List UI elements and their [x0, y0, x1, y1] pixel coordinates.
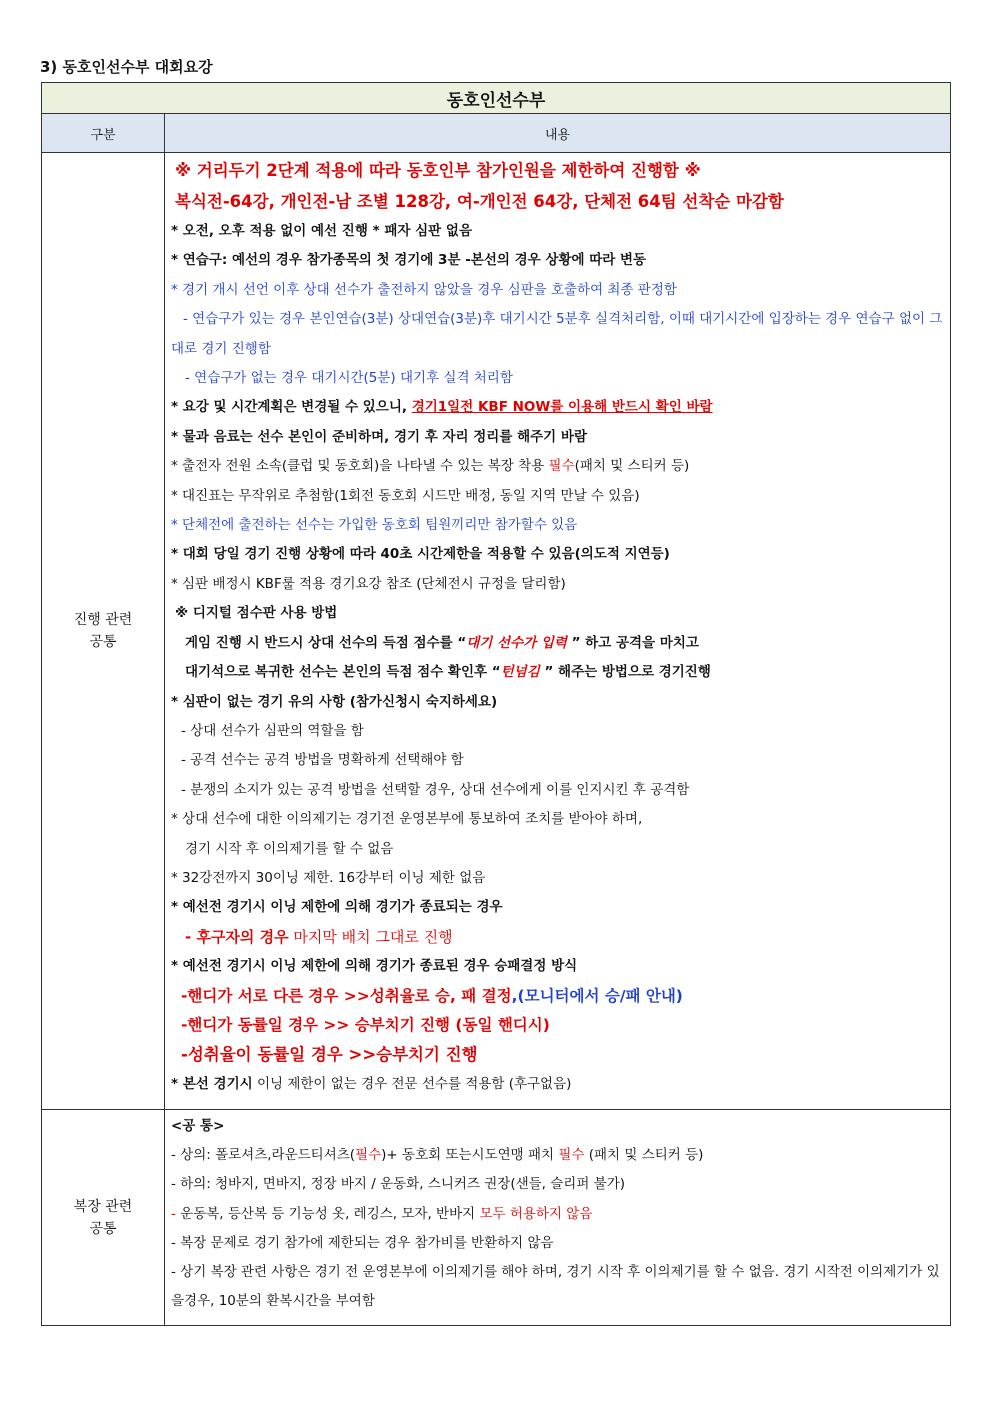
- dress-highlight: -: [171, 1205, 181, 1222]
- rule-line: - 연습구가 있는 경우 본인연습(3분) 상대연습(3분)후 대기시간 5분후 실격처리함, 이때 대기시간에 입장하는 경우 연습구 없이 그대로 경기 진행함: [171, 311, 943, 357]
- rule-line: * 심판이 없는 경기 유의 사항 (참가신청시 숙지하세요): [171, 693, 498, 710]
- rule-highlight: - 후구자의 경우: [185, 927, 289, 946]
- dress-line: [171, 1141, 946, 1170]
- section-label-line: 공통: [89, 1220, 117, 1237]
- rule-text: * 출전자 전원 소속(클럽 및 동호회)을 나타낼 수 있는 복장 착용: [171, 458, 549, 475]
- dress-line: - 복장 문제로 경기 참가에 제한되는 경우 참가비를 반환하지 않음: [171, 1234, 554, 1251]
- section-label-line: 공통: [89, 634, 117, 650]
- rule-line: * 32강전까지 30이닝 제한. 16강부터 이닝 제한 없음: [171, 869, 486, 886]
- rule-line: * 단체전에 출전하는 선수는 가입한 동호회 팀원끼리만 참가할수 있음: [171, 517, 578, 534]
- header-content: 내용: [165, 114, 951, 153]
- rule-line: [171, 452, 946, 481]
- rule-line: -성취율이 동률일 경우 >>승부치기 진행: [181, 1045, 478, 1065]
- dress-text: - 상의: 폴로셔츠,라운드티셔츠(: [171, 1147, 356, 1164]
- notice-line: 복식전-64강, 개인전-남 조별 128강, 여-개인전 64강, 단체전 64팀 선착순 마감함: [175, 192, 784, 211]
- section-content-progress: [165, 153, 951, 1110]
- rule-line: * 물과 음료는 선수 본인이 준비하며, 경기 후 자리 정리를 해주기 바람: [171, 428, 587, 445]
- rule-line: [171, 393, 946, 422]
- rule-highlight: 필수: [548, 458, 575, 475]
- rule-line: * 상대 선수에 대한 이의제기는 경기전 운영본부에 통보하여 조치를 받아야 하며,: [171, 811, 643, 828]
- dress-line: - 하의: 청바지, 면바지, 정장 바지 / 운동화, 스니커즈 권장(샌들, 슬리퍼 불가): [171, 1176, 626, 1193]
- rule-line: [171, 658, 946, 687]
- rule-line: * 대진표는 무작위로 추첨함(1회전 동호회 시드만 배정, 동일 지역 만날 수 있음): [171, 487, 640, 504]
- rule-text: 이닝 제한이 없는 경우 전문 선수를 적용함 (후구없음): [252, 1075, 572, 1092]
- rule-line: * 심판 배정시 KBF룰 적용 경기요강 참조 (단체전시 규정을 달리함): [171, 575, 566, 592]
- rule-line: * 연습구: 예선의 경우 참가종목의 첫 경기에 3분 -본선의 경우 상황에 따라 변동: [171, 252, 647, 269]
- section-label-progress: [42, 153, 165, 1110]
- table-title: 동호인선수부: [42, 83, 951, 114]
- rule-line: * 오전, 오후 적용 없이 예선 진행 * 패자 심판 없음: [171, 223, 472, 239]
- document-title: 3) 동호인선수부 대회요강: [40, 58, 213, 76]
- dress-line: [171, 1200, 946, 1229]
- section-content-dress: [165, 1110, 951, 1326]
- rule-line: - 분쟁의 소지가 있는 공격 방법을 선택할 경우, 상대 선수에게 이를 인지시킨 후 공격함: [181, 781, 690, 798]
- rule-text: (패치 및 스티커 등): [574, 458, 690, 475]
- rule-line: - 상대 선수가 심판의 역할을 함: [181, 722, 364, 739]
- rule-line: * 대회 당일 경기 진행 상황에 따라 40초 시간제한을 적용할 수 있음(의도적 지연등): [171, 546, 670, 563]
- rule-line: * 경기 개시 선언 이후 상대 선수가 출전하지 않았을 경우 심판을 호출하여 최종 판정함: [171, 281, 677, 298]
- rule-line: * 예선전 경기시 이닝 제한에 의해 경기가 종료된 경우 승패결정 방식: [171, 958, 578, 975]
- rule-line: 경기 시작 후 이의제기를 할 수 없음: [185, 840, 394, 857]
- dress-text: )+ 동호회 또는시도연맹 패치: [381, 1147, 559, 1164]
- dress-text: (패치 및 스티커 등): [584, 1147, 704, 1164]
- tournament-guide-table: [41, 82, 951, 1326]
- rule-highlight: 경기1일전 KBF NOW를 이용해 반드시 확인 바람: [411, 399, 713, 416]
- rule-text: ” 하고 공격을 마치고: [566, 634, 699, 651]
- section-label-line: 복장 관련: [73, 1198, 133, 1215]
- rule-line: - 연습구가 없는 경우 대기시간(5분) 대기후 실격 처리함: [185, 370, 513, 387]
- rule-line: [171, 629, 946, 658]
- dress-highlight: 모두 허용하지 않음: [479, 1205, 593, 1222]
- rule-line: [171, 1070, 946, 1099]
- section-label-dress: [42, 1110, 165, 1326]
- dress-line: <공 통>: [171, 1118, 225, 1134]
- notice-line: ※ 거리두기 2단계 적용에 따라 동호인부 참가인원을 제한하여 진행함 ※: [175, 161, 701, 180]
- rule-line: ※ 디지털 점수판 사용 방법: [175, 605, 338, 622]
- section-label-line: 진행 관련: [73, 612, 133, 628]
- rule-line: * 예선전 경기시 이닝 제한에 의해 경기가 종료되는 경우: [171, 899, 503, 916]
- dress-highlight: 필수: [558, 1147, 585, 1164]
- rule-text: 게임 진행 시 반드시 상대 선수의 득점 점수를 “: [185, 634, 467, 651]
- rule-highlight: 턴넘김: [500, 664, 540, 681]
- rule-highlight: 대기 선수가 입력: [466, 634, 567, 651]
- dress-text: 운동복, 등산복 등 기능성 옷, 레깅스, 모자, 반바지: [180, 1205, 480, 1222]
- rule-highlight: ,(모니터에서 승/패 안내): [511, 986, 683, 1005]
- rule-line: - 공격 선수는 공격 방법을 명확하게 선택해야 함: [181, 752, 464, 769]
- rule-highlight: * 본선 경기시: [171, 1075, 253, 1092]
- rule-text: 대기석으로 복귀한 선수는 본인의 득점 점수 확인후 “: [185, 664, 501, 681]
- rule-highlight: -핸디가 서로 다른 경우 >>성취율로 승, 패 결정: [181, 986, 512, 1005]
- rule-text: ” 해주는 방법으로 경기진행: [539, 664, 711, 681]
- rule-text: * 요강 및 시간계획은 변경될 수 있으니,: [171, 399, 412, 416]
- rule-line: [171, 923, 946, 952]
- dress-line: - 상기 복장 관련 사항은 경기 전 운영본부에 이의제기를 해야 하며, 경기 시작 후 이의제기를 할 수 없음. 경기 시작전 이의제기가 있을경우, 10분의 환복시간을 부여함: [171, 1264, 940, 1310]
- header-category: 구분: [42, 114, 165, 153]
- rule-text: 마지막 배치 그대로 진행: [288, 927, 453, 946]
- rule-line: [171, 982, 946, 1011]
- dress-highlight: 필수: [355, 1147, 382, 1164]
- rule-line: -핸디가 동률일 경우 >> 승부치기 진행 (동일 핸디시): [181, 1015, 550, 1034]
